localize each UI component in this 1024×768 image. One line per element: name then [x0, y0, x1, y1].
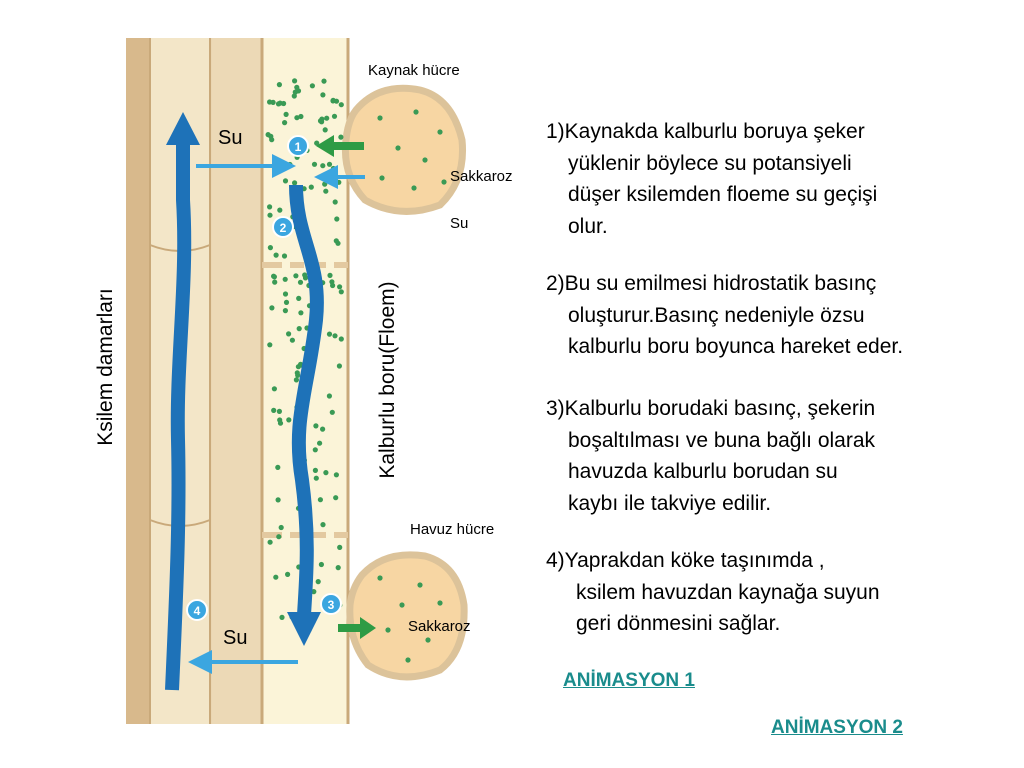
sucrose-dot — [268, 245, 273, 250]
sucrose-dot — [327, 393, 332, 398]
sucrose-dot — [323, 470, 328, 475]
sucrose-dot — [283, 178, 288, 183]
sucrose-dot — [323, 127, 328, 132]
step-badge-2 — [273, 217, 293, 237]
sucrose-dot — [313, 447, 318, 452]
sucrose-dot — [278, 421, 283, 426]
sucrose-dot — [294, 377, 299, 382]
sucrose-dot — [331, 166, 336, 171]
paragraph-1-line: olur. — [568, 214, 608, 238]
sucrose-dot — [282, 120, 287, 125]
sucrose-dot — [411, 185, 416, 190]
sucrose-dot — [283, 277, 288, 282]
paragraph-4 — [546, 545, 880, 640]
sucrose-dot — [286, 331, 291, 336]
sucrose-dot — [334, 216, 339, 221]
sucrose-dot — [268, 540, 273, 545]
sucrose-dot — [330, 410, 335, 415]
sucrose-dot — [293, 273, 298, 278]
paragraph-1-line: 1)Kaynakda kalburlu boruya şeker — [546, 120, 865, 143]
sucrose-dot — [377, 575, 382, 580]
sucrose-dot — [319, 562, 324, 567]
sucrose-dot — [385, 627, 390, 632]
sucrose-dot — [277, 82, 282, 87]
sucrose-dot — [296, 296, 301, 301]
sucrose-dot — [318, 118, 323, 123]
sucrose-dot — [283, 308, 288, 313]
sucrose-dot — [276, 101, 281, 106]
sucrose-dot — [310, 83, 315, 88]
animation-1-link[interactable]: ANİMASYON 1 — [563, 670, 695, 691]
sucrose-dot — [441, 179, 446, 184]
sucrose-dot — [292, 78, 297, 83]
sucrose-dot — [334, 238, 339, 243]
paragraph-3 — [546, 393, 875, 519]
sucrose-dot — [281, 101, 286, 106]
sucrose-dot — [422, 157, 427, 162]
sucrose-dot — [425, 637, 430, 642]
sucrose-dot — [284, 300, 289, 305]
svg-text:2: 2 — [279, 221, 287, 235]
sucrose-dot — [334, 472, 339, 477]
phloem-label: Kalburlu boru(Floem) — [376, 281, 399, 479]
svg-text:1: 1 — [294, 140, 302, 154]
sucrose-dot — [337, 545, 342, 550]
sucrose-dot — [338, 135, 343, 140]
sucrose-dot — [276, 534, 281, 539]
sucrose-dot — [337, 284, 342, 289]
sucrose-dot — [271, 408, 276, 413]
sucrose-dot — [377, 115, 382, 120]
paragraph-3-line: 3)Kalburlu borudaki basınç, şekerin — [546, 397, 876, 420]
sucrose-dot — [320, 427, 325, 432]
sucrose-dot — [332, 114, 337, 119]
sucrose-dot — [272, 274, 277, 279]
sucrose-dot — [267, 342, 272, 347]
sucrose-dot — [399, 602, 404, 607]
sucrose-dot — [324, 116, 329, 121]
sucrose-dot — [266, 132, 271, 137]
sucrose-dot — [336, 180, 341, 185]
sucrose-dot — [437, 129, 442, 134]
xylem-label: Ksilem damarları — [94, 288, 117, 446]
svg-text:4: 4 — [193, 604, 201, 618]
sucrose-dot — [286, 417, 291, 422]
paragraph-2-line: oluşturur.Basınç nedeniyle özsu — [568, 303, 865, 327]
sucrose-dot — [313, 423, 318, 428]
sucrose-dot — [316, 579, 321, 584]
paragraph-4-line: 4)Yaprakdan köke taşınımda , — [546, 549, 825, 572]
step-badge-3 — [321, 594, 341, 614]
sucrose-dot — [337, 363, 342, 368]
sucrose-dot — [279, 525, 284, 530]
water-label-top: Su — [218, 127, 243, 149]
sucrose-dot — [323, 189, 328, 194]
sucrose-label-top: Sakkaroz — [450, 168, 513, 185]
sucrose-dot — [284, 112, 289, 117]
sucrose-dot — [294, 115, 299, 120]
paragraph-3-line: havuzda kalburlu borudan su — [568, 460, 838, 483]
sucrose-dot — [269, 305, 274, 310]
sucrose-dot — [379, 175, 384, 180]
sucrose-dot — [327, 332, 332, 337]
sucrose-dot — [297, 326, 302, 331]
sucrose-dot — [273, 575, 278, 580]
sucrose-dot — [413, 109, 418, 114]
paragraph-4-line: ksilem havuzdan kaynağa suyun — [576, 580, 880, 604]
sucrose-dot — [283, 291, 288, 296]
outer-wall — [126, 38, 152, 724]
sucrose-dot — [277, 409, 282, 414]
animation-2-link[interactable]: ANİMASYON 2 — [771, 717, 903, 738]
sucrose-dot — [267, 213, 272, 218]
sucrose-dot — [302, 272, 307, 277]
sucrose-dot — [285, 572, 290, 577]
water-label-bottom: Su — [223, 627, 248, 649]
sucrose-label-bottom: Sakkaroz — [408, 618, 471, 635]
sucrose-dot — [276, 497, 281, 502]
sucrose-dot — [272, 280, 277, 285]
paragraph-1-line: düşer ksilemden floeme su geçişi — [568, 183, 878, 206]
paragraph-1 — [546, 116, 877, 242]
sucrose-dot — [327, 273, 332, 278]
sucrose-dot — [322, 182, 327, 187]
sucrose-dot — [290, 338, 295, 343]
water-label-small: Su — [450, 215, 469, 232]
paragraph-3-line: boşaltılması ve buna bağlı olarak — [568, 428, 876, 452]
sucrose-dot — [336, 565, 341, 570]
sucrose-dot — [295, 370, 300, 375]
sucrose-dot — [417, 582, 422, 587]
sucrose-dot — [298, 280, 303, 285]
sucrose-dot — [405, 657, 410, 662]
sucrose-dot — [327, 162, 332, 167]
sucrose-dot — [277, 208, 282, 213]
sucrose-dot — [287, 162, 292, 167]
sucrose-dot — [293, 90, 298, 95]
sucrose-dot — [321, 79, 326, 84]
sucrose-dot — [320, 522, 325, 527]
sucrose-dot — [312, 162, 317, 167]
source-cell-label: Kaynak hücre — [368, 62, 460, 79]
svg-text:3: 3 — [327, 598, 335, 612]
sucrose-dot — [317, 441, 322, 446]
step-badge-1 — [288, 136, 308, 156]
paragraph-2 — [546, 268, 903, 363]
sucrose-dot — [320, 92, 325, 97]
sucrose-dot — [279, 615, 284, 620]
paragraph-1-line: yüklenir böylece su potansiyeli — [568, 151, 852, 175]
sucrose-dot — [333, 199, 338, 204]
sucrose-dot — [272, 386, 277, 391]
sucrose-dot — [275, 465, 280, 470]
sucrose-dot — [313, 468, 318, 473]
sucrose-dot — [339, 289, 344, 294]
sucrose-dot — [294, 85, 299, 90]
paragraph-2-line: kalburlu boru boyunca hareket eder. — [568, 335, 904, 358]
sink-cell-label: Havuz hücre — [410, 521, 495, 538]
sucrose-dot — [267, 204, 272, 209]
sucrose-dot — [320, 163, 325, 168]
sucrose-dot — [332, 333, 337, 338]
sucrose-dot — [309, 185, 314, 190]
sucrose-dot — [331, 98, 336, 103]
step-badge-4 — [187, 600, 207, 620]
sucrose-dot — [274, 253, 279, 258]
paragraph-3-line: kaybı ile takviye edilir. — [568, 491, 772, 515]
sucrose-dot — [395, 145, 400, 150]
sucrose-dot — [282, 253, 287, 258]
sucrose-dot — [314, 476, 319, 481]
sucrose-dot — [437, 600, 442, 605]
sucrose-dot — [339, 102, 344, 107]
paragraph-4-line: geri dönmesini sağlar. — [576, 612, 781, 635]
sucrose-dot — [318, 497, 323, 502]
paragraph-2-line: 2)Bu su emilmesi hidrostatik basınç — [546, 272, 877, 295]
sucrose-dot — [329, 279, 334, 284]
sucrose-dot — [333, 495, 338, 500]
sucrose-dot — [339, 336, 344, 341]
sucrose-dot — [271, 100, 276, 105]
sucrose-dot — [298, 310, 303, 315]
